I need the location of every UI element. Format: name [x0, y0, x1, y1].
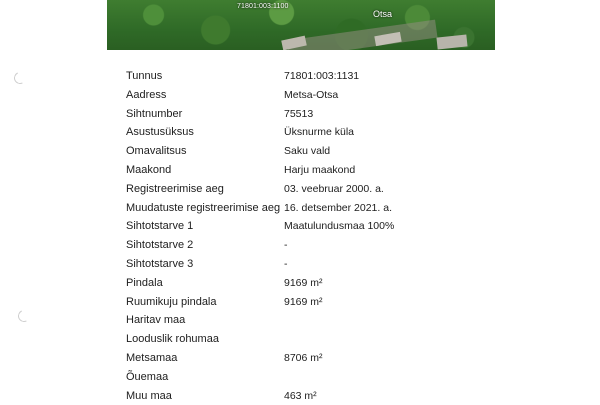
detail-label: Ruumikuju pindala	[126, 295, 217, 308]
detail-label: Looduslik rohumaa	[126, 333, 219, 346]
detail-label: Õuemaa	[126, 370, 169, 383]
detail-label: Haritav maa	[126, 314, 186, 327]
detail-value: -	[284, 257, 288, 270]
detail-row-pindala	[126, 274, 546, 293]
detail-label: Sihtotstarve 3	[126, 257, 194, 270]
detail-row-muu-maa	[126, 387, 546, 405]
detail-value: Üksnurme küla	[284, 126, 355, 139]
detail-row-ouemaa	[126, 368, 546, 387]
detail-label: Muudatuste registreerimise aeg	[126, 201, 281, 214]
detail-label: Tunnus	[126, 70, 163, 82]
map-building	[436, 34, 467, 49]
detail-label: Sihtnumber	[126, 107, 183, 120]
map-place-label: Otsa	[373, 9, 393, 19]
property-details-table	[126, 67, 546, 405]
detail-row-omavalitsus	[126, 142, 546, 161]
detail-row-ruumikuju-pindala	[126, 293, 546, 312]
detail-label: Sihtotstarve 2	[126, 239, 194, 252]
detail-value: 463 m²	[284, 389, 317, 402]
detail-label: Asustusüksus	[126, 126, 194, 139]
detail-row-haritav-maa	[126, 311, 546, 330]
detail-row-aadress	[126, 86, 546, 105]
detail-label: Registreerimise aeg	[126, 182, 224, 195]
detail-row-metsamaa	[126, 349, 546, 368]
detail-row-registreerimise-aeg	[126, 180, 546, 199]
parcel-map-image	[107, 0, 495, 50]
detail-label: Maakond	[126, 163, 172, 176]
detail-value: Saku vald	[284, 145, 331, 158]
detail-row-asustusuksus	[126, 123, 546, 142]
detail-value: -	[284, 239, 288, 252]
detail-row-sihtotstarve-2	[126, 236, 546, 255]
detail-label: Omavalitsus	[126, 145, 187, 158]
detail-value: 03. veebruar 2000. a.	[284, 182, 384, 195]
map-parcel-label: 71801:003:1100	[237, 3, 289, 10]
map-road	[286, 20, 437, 50]
detail-row-tunnus	[126, 67, 546, 86]
detail-value: 71801:003:1131	[284, 70, 360, 82]
detail-label: Pindala	[126, 276, 163, 289]
detail-value: 75513	[284, 107, 314, 120]
detail-row-sihtnumber	[126, 105, 546, 124]
punch-hole-mark	[16, 308, 31, 323]
detail-row-looduslik-rohumaa	[126, 330, 546, 349]
detail-value: Harju maakond	[284, 163, 356, 176]
detail-label: Aadress	[126, 88, 167, 101]
detail-value: Maatulundusmaa 100%	[284, 220, 395, 233]
detail-value: 9169 m²	[284, 295, 323, 308]
detail-value: 16. detsember 2021. a.	[284, 201, 392, 214]
detail-row-sihtotstarve-1	[126, 217, 546, 236]
detail-label: Metsamaa	[126, 351, 178, 364]
detail-row-sihtotstarve-3	[126, 255, 546, 274]
detail-row-muudatuste-registreerimise-aeg	[126, 199, 546, 218]
detail-row-maakond	[126, 161, 546, 180]
detail-value: 8706 m²	[284, 351, 323, 364]
detail-value: 9169 m²	[284, 276, 323, 289]
detail-label: Muu maa	[126, 389, 172, 402]
detail-label: Sihtotstarve 1	[126, 220, 194, 233]
detail-value: Metsa-Otsa	[284, 88, 339, 101]
punch-hole-mark	[12, 70, 27, 85]
